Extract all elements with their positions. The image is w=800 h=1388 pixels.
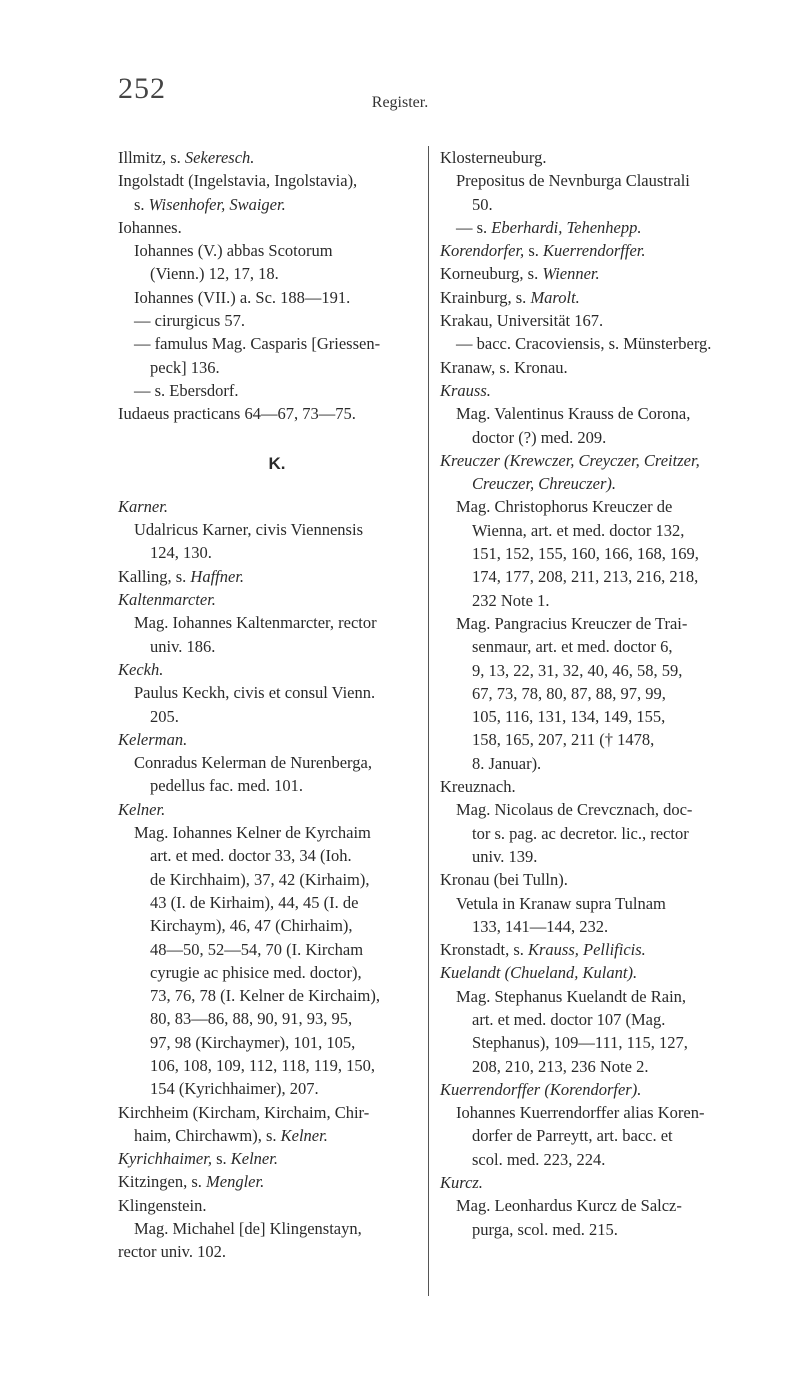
entry-italic: Mengler.: [206, 1172, 265, 1192]
left-column: [118, 146, 436, 1264]
entry-text: rector univ. 102.: [118, 1242, 226, 1262]
entry-text: 205.: [150, 706, 179, 726]
entry-italic: Kurcz.: [440, 1173, 483, 1193]
entry-text: Klosterneuburg.: [440, 148, 547, 167]
index-entry-line: [440, 542, 775, 565]
page-number: 252: [118, 72, 166, 105]
index-entry-line: [118, 891, 436, 914]
entry-text: scol. med. 223, 224.: [472, 1149, 606, 1169]
entry-italic: Kaltenmarcter.: [118, 590, 216, 610]
entry-text: Kronau (bei Tulln).: [440, 870, 568, 890]
entry-text: Iudaeus practicans 64—67, 73—75.: [118, 404, 356, 424]
entry-text: Udalricus Karner, civis Viennensis: [134, 520, 363, 540]
index-entry-line: [118, 821, 436, 844]
index-entry-line: [118, 565, 436, 588]
index-entry-line: [440, 193, 775, 216]
entry-text: 9, 13, 22, 31, 32, 40, 46, 58, 59,: [472, 660, 683, 680]
index-entry-line: [440, 728, 775, 751]
entry-italic: Sekeresch.: [184, 148, 255, 167]
entry-text: Iohannes Kuerrendorffer alias Koren-: [456, 1103, 705, 1123]
index-entry-line: [440, 1008, 775, 1031]
index-entry-line: [118, 193, 436, 216]
entry-text: Iohannes (V.) abbas Scotorum: [134, 241, 333, 261]
entry-text: 158, 165, 207, 211 († 1478,: [472, 730, 655, 750]
entry-text: s.: [134, 194, 149, 214]
index-entry-line: [118, 844, 436, 867]
entry-text: — cirurgicus 57.: [134, 311, 246, 331]
index-entry-line: [118, 1031, 436, 1054]
entry-italic: Krauss, Pellificis.: [528, 940, 646, 960]
entry-text: — s. Ebersdorf.: [134, 380, 239, 400]
entry-text: Stephanus), 109—111, 115, 127,: [472, 1033, 688, 1053]
index-entry-line: [118, 774, 436, 797]
index-entry-line: [440, 449, 775, 472]
entry-text: 8. Januar).: [472, 753, 542, 773]
entry-text: 174, 177, 208, 211, 213, 216, 218,: [472, 567, 699, 587]
index-entry-line: [440, 635, 775, 658]
index-entry-line: [440, 868, 775, 891]
right-column: [440, 146, 775, 1241]
entry-text: Vetula in Kranaw supra Tulnam: [456, 893, 666, 913]
index-entry-line: [440, 985, 775, 1008]
entry-italic: Creuczer, Chreuczer).: [472, 474, 617, 494]
column-divider: [428, 146, 429, 1296]
index-entry-line: [118, 518, 436, 541]
entry-text: Paulus Keckh, civis et consul Vienn.: [134, 683, 376, 703]
index-entry-line: [440, 332, 775, 355]
entry-text: Prepositus de Nevnburga Claustrali: [456, 171, 690, 191]
index-entry-line: [118, 1054, 436, 1077]
index-entry-line: [118, 1147, 436, 1170]
entry-italic: Kyrichhaimer,: [118, 1149, 212, 1169]
entry-italic: Eberhardi, Tehenhepp.: [491, 217, 642, 237]
entry-text: — famulus Mag. Casparis [Griessen-: [134, 334, 381, 354]
entry-text: — bacc. Cracoviensis, s. Münsterberg.: [456, 334, 712, 354]
entry-text: (Vienn.) 12, 17, 18.: [150, 264, 279, 284]
index-entry-line: [118, 146, 436, 169]
index-entry-line: [118, 984, 436, 1007]
index-entry-line: [118, 356, 436, 379]
entry-text: Kreuznach.: [440, 777, 516, 797]
index-entry-line: [440, 495, 775, 518]
index-entry-line: [118, 239, 436, 262]
entry-text: — s.: [456, 217, 492, 237]
index-entry-line: [118, 914, 436, 937]
entry-text: Mag. Valentinus Krauss de Corona,: [456, 404, 691, 424]
entry-text: Ingolstadt (Ingelstavia, Ingolstavia),: [118, 171, 358, 191]
entry-text: univ. 186.: [150, 636, 216, 656]
index-entry-line: [440, 1194, 775, 1217]
index-entry-line: [440, 1218, 775, 1241]
entry-text: 151, 152, 155, 160, 166, 168, 169,: [472, 544, 699, 564]
entry-text: 43 (I. de Kirhaim), 44, 45 (I. de: [150, 892, 359, 912]
index-entry-line: [440, 752, 775, 775]
entry-text: cyrugie ac phisice med. doctor),: [150, 962, 362, 982]
entry-italic: Kuerrendorffer (Korendorfer).: [440, 1079, 642, 1099]
index-entry-line: [118, 798, 436, 821]
entry-text: Mag. Iohannes Kelner de Kyrchaim: [134, 823, 371, 843]
entry-text: art. et med. doctor 107 (Mag.: [472, 1009, 666, 1029]
entry-italic: Krauss.: [440, 380, 491, 400]
entry-text: Kalling, s.: [118, 566, 191, 586]
entry-text: Mag. Christophorus Kreuczer de: [456, 497, 673, 517]
entry-text: de Kirchhaim), 37, 42 (Kirhaim),: [150, 869, 370, 889]
index-entry-line: [118, 1077, 436, 1100]
entry-italic: Marolt.: [530, 287, 580, 307]
index-entry-line: [118, 658, 436, 681]
index-entry-line: [440, 1101, 775, 1124]
entry-text: senmaur, art. et med. doctor 6,: [472, 637, 673, 657]
index-entry-line: [440, 705, 775, 728]
index-entry-line: [440, 565, 775, 588]
index-entry-line: [440, 845, 775, 868]
index-entry-line: [118, 262, 436, 285]
index-entry-line: [118, 1170, 436, 1193]
entry-italic: Haffner.: [190, 566, 245, 586]
entry-text: Krainburg, s.: [440, 287, 531, 307]
entry-text: Kranaw, s. Kronau.: [440, 357, 568, 377]
index-entry-line: [118, 216, 436, 239]
entry-text: doctor (?) med. 209.: [472, 427, 607, 447]
index-entry-line: [118, 1007, 436, 1030]
entry-italic: Kelner.: [118, 799, 166, 819]
entry-text: 154 (Kyrichhaimer), 207.: [150, 1079, 319, 1099]
entry-text: Klingenstein.: [118, 1195, 207, 1215]
index-entry-line: [118, 1217, 436, 1240]
index-entry-line: [118, 1124, 436, 1147]
index-entry-line: [440, 822, 775, 845]
index-entry-line: [118, 705, 436, 728]
index-entry-line: [440, 1031, 775, 1054]
index-entry-line: [440, 659, 775, 682]
entry-text: 105, 116, 131, 134, 149, 155,: [472, 707, 666, 727]
entry-text: Korneuburg, s.: [440, 264, 543, 284]
index-entry-line: [440, 915, 775, 938]
entry-text: Kirchheim (Kircham, Kirchaim, Chir-: [118, 1102, 370, 1122]
entry-italic: Kelner.: [230, 1149, 278, 1169]
entry-text: s.: [524, 241, 543, 261]
entry-text: Iohannes (VII.) a. Sc. 188—191.: [134, 287, 351, 307]
index-entry-line: [440, 892, 775, 915]
entry-text: Mag. Leonhardus Kurcz de Salcz-: [456, 1196, 682, 1216]
index-entry-line: [118, 751, 436, 774]
entry-text: 50.: [472, 194, 493, 214]
index-entry-line: [118, 332, 436, 355]
entry-text: Mag. Pangracius Kreuczer de Trai-: [456, 613, 688, 633]
index-entry-line: [440, 1148, 775, 1171]
entry-text: pedellus fac. med. 101.: [150, 776, 304, 796]
entry-text: Iohannes.: [118, 217, 182, 237]
index-entry-line: [118, 286, 436, 309]
entry-italic: Kelerman.: [118, 729, 188, 749]
entry-text: Illmitz, s.: [118, 148, 185, 167]
entry-text: Mag. Nicolaus de Crevcznach, doc-: [456, 800, 693, 820]
index-entry-line: [440, 472, 775, 495]
index-entry-line: [440, 1171, 775, 1194]
index-entry-line: [440, 1055, 775, 1078]
index-entry-line: [118, 379, 436, 402]
entry-italic: Wienner.: [542, 264, 600, 284]
entry-text: 67, 73, 78, 80, 87, 88, 97, 99,: [472, 683, 666, 703]
index-entry-line: [118, 402, 436, 425]
index-entry-line: [118, 169, 436, 192]
entry-text: Conradus Kelerman de Nurenberga,: [134, 753, 372, 773]
entry-text: Wienna, art. et med. doctor 132,: [472, 520, 685, 540]
entry-text: 73, 76, 78 (I. Kelner de Kirchaim),: [150, 986, 381, 1006]
entry-text: 208, 210, 213, 236 Note 2.: [472, 1056, 649, 1076]
index-entry-line: [118, 495, 436, 518]
index-entry-line: [440, 169, 775, 192]
index-entry-line: [118, 541, 436, 564]
entry-text: Kronstadt, s.: [440, 940, 528, 960]
index-entry-line: [440, 775, 775, 798]
index-entry-line: [118, 1101, 436, 1124]
index-entry-line: [440, 286, 775, 309]
entry-text: Kirchaym), 46, 47 (Chirhaim),: [150, 916, 353, 936]
index-entry-line: [440, 938, 775, 961]
running-title: Register.: [371, 94, 429, 111]
index-entry-line: [118, 1194, 436, 1217]
index-entry-line: [118, 611, 436, 634]
index-entry-line: [118, 681, 436, 704]
entry-italic: Kelner.: [280, 1125, 328, 1145]
index-entry-line: [118, 309, 436, 332]
entry-text: Krakau, Universität 167.: [440, 311, 604, 331]
index-entry-line: [440, 146, 775, 169]
entry-text: dorfer de Parreytt, art. bacc. et: [472, 1126, 673, 1146]
entry-text: Kitzingen, s.: [118, 1172, 206, 1192]
index-entry-line: [118, 588, 436, 611]
index-entry-line: [440, 682, 775, 705]
entry-text: 106, 108, 109, 112, 118, 119, 150,: [150, 1055, 376, 1075]
index-entry-line: [440, 1078, 775, 1101]
index-entry-line: [440, 356, 775, 379]
entry-text: 124, 130.: [150, 543, 212, 563]
entry-text: 97, 98 (Kirchaymer), 101, 105,: [150, 1032, 356, 1052]
index-entry-line: [440, 239, 775, 262]
entry-text: univ. 139.: [472, 846, 538, 866]
index-entry-line: [440, 262, 775, 285]
index-entry-line: [118, 961, 436, 984]
entry-italic: Karner.: [118, 496, 168, 516]
index-entry-line: [440, 589, 775, 612]
index-entry-line: [440, 426, 775, 449]
entry-text: art. et med. doctor 33, 34 (Ioh.: [150, 846, 352, 866]
entry-italic: Keckh.: [118, 659, 164, 679]
entry-text: Mag. Stephanus Kuelandt de Rain,: [456, 986, 687, 1006]
index-entry-line: [440, 961, 775, 984]
entry-text: peck] 136.: [150, 357, 220, 377]
entry-text: 48—50, 52—54, 70 (I. Kircham: [150, 939, 364, 959]
index-entry-line: [440, 612, 775, 635]
entry-text: 80, 83—86, 88, 90, 91, 93, 95,: [150, 1009, 353, 1029]
index-entry-line: [118, 868, 436, 891]
index-entry-line: [440, 379, 775, 402]
section-letter: K.: [268, 453, 286, 473]
index-entry-line: [440, 519, 775, 542]
index-entry-line: [440, 309, 775, 332]
index-entry-line: [118, 635, 436, 658]
entry-text: Mag. Iohannes Kaltenmarcter, rector: [134, 613, 377, 633]
index-entry-line: [118, 938, 436, 961]
entry-text: 133, 141—144, 232.: [472, 916, 609, 936]
entry-italic: Kreuczer (Krewczer, Creyczer, Creitzer,: [440, 450, 700, 470]
entry-text: tor s. pag. ac decretor. lic., rector: [472, 823, 689, 843]
entry-italic: Kuerrendorffer.: [542, 241, 646, 261]
entry-text: Mag. Michahel [de] Klingenstayn,: [134, 1219, 362, 1239]
index-entry-line: [118, 728, 436, 751]
entry-text: haim, Chirchawm), s.: [134, 1125, 281, 1145]
index-entry-line: [440, 216, 775, 239]
entry-text: purga, scol. med. 215.: [472, 1219, 618, 1239]
entry-italic: Kuelandt (Chueland, Kulant).: [440, 963, 638, 983]
index-entry-line: [440, 798, 775, 821]
entry-italic: Wisenhofer, Swaiger.: [148, 194, 286, 214]
index-entry-line: [118, 1240, 436, 1263]
index-entry-line: [440, 1124, 775, 1147]
index-entry-line: [440, 402, 775, 425]
entry-text: 232 Note 1.: [472, 590, 550, 610]
entry-text: s.: [211, 1149, 231, 1169]
entry-italic: Korendorfer,: [440, 241, 525, 261]
